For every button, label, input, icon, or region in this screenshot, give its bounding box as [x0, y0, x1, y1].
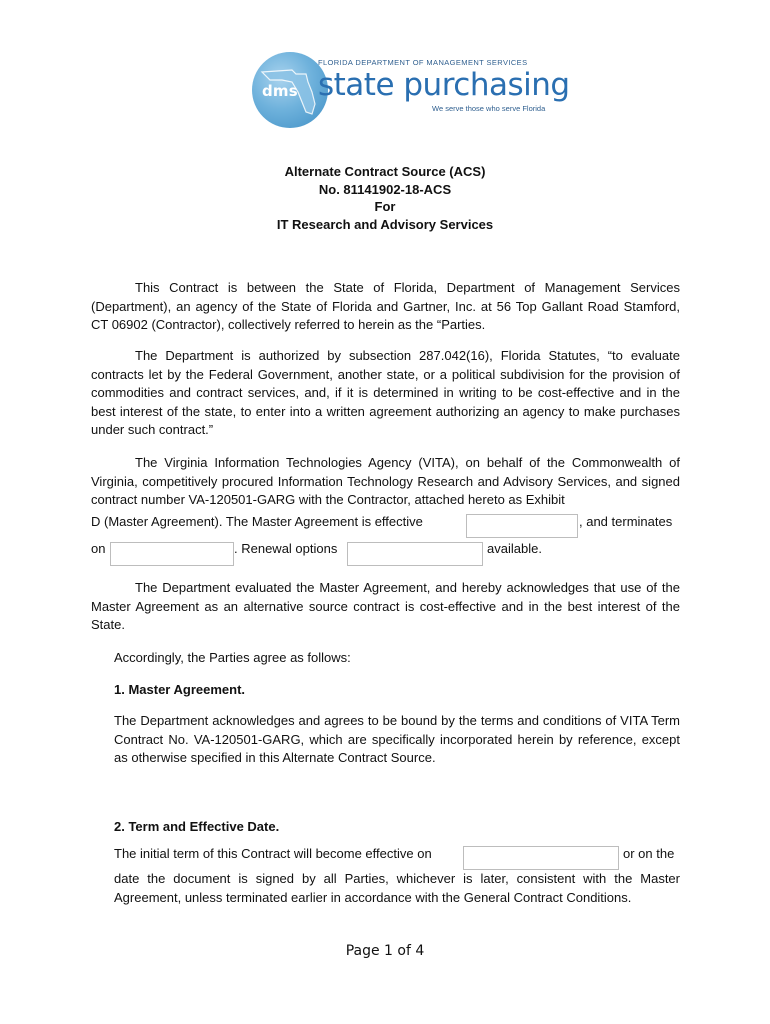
- evaluation-text: The Department evaluated the Master Agreement, and hereby acknowledges that use of the Master Agreement as an alternative source contract is cost-effective and in the best interest of the State.: [91, 580, 680, 633]
- logo-department: FLORIDA DEPARTMENT OF MANAGEMENT SERVICES: [318, 58, 528, 67]
- logo-tagline: We serve those who serve Florida: [432, 104, 546, 113]
- title-line-3: For: [374, 199, 396, 214]
- title-line-4: IT Research and Advisory Services: [276, 216, 494, 232]
- title-line-2: No. 81141902-18-ACS: [318, 181, 452, 197]
- title-line-1: Alternate Contract Source (ACS): [284, 164, 486, 179]
- accordingly-text: Accordingly, the Parties agree as follows:: [114, 650, 351, 665]
- vita-effective-label: D (Master Agreement). The Master Agreement is effective: [91, 514, 423, 529]
- logo-dms-text: dms: [262, 82, 298, 100]
- vita-available-label: available.: [487, 541, 542, 556]
- section-2-effective-label: The initial term of this Contract will become effective on: [114, 846, 432, 861]
- logo-brand: state purchasing: [318, 67, 570, 103]
- evaluation-paragraph: [91, 579, 680, 635]
- vita-renewal-label: . Renewal options: [234, 541, 338, 556]
- vita-terminates-label: , and terminates: [579, 514, 673, 529]
- section-1-text: The Department acknowledges and agrees to be bound by the terms and conditions of VITA Term Contract No. VA-120501-GARG, which are specifically incorporated herein by reference, except as otherwise specified in this Alternate Contract Source.: [114, 713, 680, 766]
- renewal-options-field[interactable]: [347, 542, 483, 566]
- authority-paragraph: [91, 347, 680, 440]
- document-title: [0, 163, 770, 233]
- contract-effective-date-field[interactable]: [463, 846, 619, 870]
- section-1-heading: 1. Master Agreement.: [114, 682, 246, 697]
- section-2-or-on-label: or on the: [623, 846, 675, 861]
- page-number: Page 1 of 4: [345, 943, 425, 959]
- intro-text: This Contract is between the State of Florida, Department of Management Services (Department), an agency of the State of Florida and Gartner, Inc. at 56 Top Gallant Road Stamford, CT 06902 (Contractor), collectively referred to herein as the “Parties.: [91, 280, 680, 333]
- vita-paragraph: [91, 454, 680, 510]
- master-agreement-termination-date-field[interactable]: [110, 542, 234, 566]
- section-2-text: date the document is signed by all Parties, whichever is later, consistent with the Master Agreement, unless terminated earlier in accordance with the General Contract Conditions.: [114, 871, 680, 905]
- vita-on-label: on: [91, 541, 106, 556]
- section-2-heading: 2. Term and Effective Date.: [114, 819, 280, 834]
- master-agreement-effective-date-field[interactable]: [466, 514, 578, 538]
- authority-text: The Department is authorized by subsection 287.042(16), Florida Statutes, “to evaluate contracts let by the Federal Government, another state, or a political subdivision for the provision of commodities and contract services, and, if it is determined in writing to be cost-effective and in the best interest of the state, to enter into a written agreement authorizing an agency to make purchases under such contract.”: [91, 348, 680, 438]
- vita-text: The Virginia Information Technologies Agency (VITA), on behalf of the Commonwealth of Virginia, competitively procured Information Technology Research and Advisory Services, and signed contract number VA-120501-GARG with the Contractor, attached hereto as Exhibit: [91, 455, 680, 508]
- intro-paragraph: [91, 279, 680, 335]
- state-purchasing-logo: [252, 52, 570, 130]
